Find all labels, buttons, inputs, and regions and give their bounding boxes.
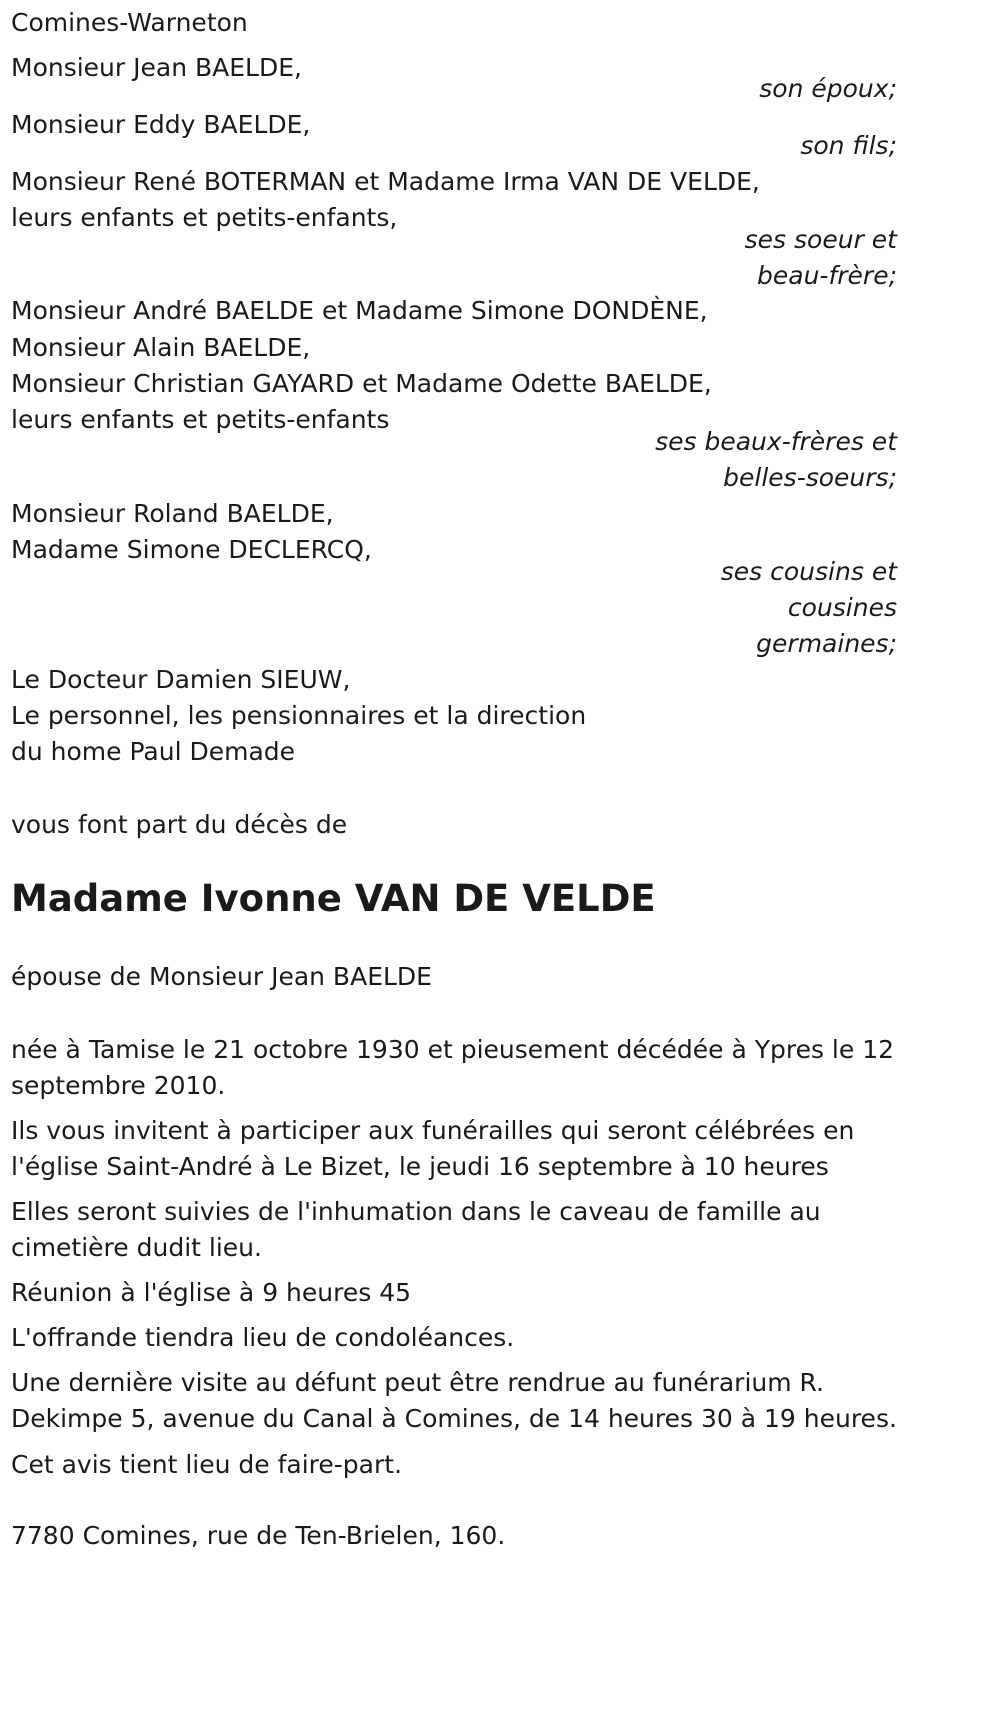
relation-cousins-3: germaines;: [756, 629, 897, 658]
family-line-son: Monsieur Eddy BAELDE,: [11, 110, 311, 139]
meeting-text: Réunion à l'église à 9 heures 45: [11, 1278, 412, 1307]
visit-line-1: Une dernière visite au défunt peut être rendrue au funérarium R.: [11, 1368, 824, 1397]
family-line-others-3: du home Paul Demade: [11, 737, 296, 766]
relation-son: son fils;: [800, 131, 897, 160]
funeral-line-2: l'église Saint-André à Le Bizet, le jeudi 16 septembre à 10 heures: [11, 1152, 829, 1181]
family-line-inlaws-2: Monsieur Alain BAELDE,: [11, 333, 311, 362]
relation-husband: son époux;: [759, 74, 897, 103]
family-line-inlaws-3: Monsieur Christian GAYARD et Madame Odette BAELDE,: [11, 369, 712, 398]
relation-cousins-2: cousines: [787, 593, 897, 622]
family-line-siblings-2: leurs enfants et petits-enfants,: [11, 203, 398, 232]
family-line-cousins-1: Monsieur Roland BAELDE,: [11, 499, 334, 528]
family-line-cousins-2: Madame Simone DECLERCQ,: [11, 535, 372, 564]
burial-line-1: Elles seront suivies de l'inhumation dans le caveau de famille au: [11, 1197, 821, 1226]
family-line-inlaws-4: leurs enfants et petits-enfants: [11, 405, 390, 434]
address-text: 7780 Comines, rue de Ten-Brielen, 160.: [11, 1521, 506, 1550]
spouse-of-text: épouse de Monsieur Jean BAELDE: [11, 962, 432, 991]
family-line-others-2: Le personnel, les pensionnaires et la direction: [11, 701, 587, 730]
birth-death-line-2: septembre 2010.: [11, 1071, 226, 1100]
relation-inlaws-1: ses beaux-frères et: [655, 427, 897, 456]
announcement-text: vous font part du décès de: [11, 810, 348, 839]
burial-line-2: cimetière dudit lieu.: [11, 1233, 262, 1262]
family-line-inlaws-1: Monsieur André BAELDE et Madame Simone DONDÈNE,: [11, 296, 708, 325]
visit-line-2: Dekimpe 5, avenue du Canal à Comines, de 14 heures 30 à 19 heures.: [11, 1404, 897, 1433]
offering-text: L'offrande tiendra lieu de condoléances.: [11, 1323, 515, 1352]
relation-inlaws-2: belles-soeurs;: [723, 463, 897, 492]
family-line-others-1: Le Docteur Damien SIEUW,: [11, 665, 351, 694]
family-line-husband: Monsieur Jean BAELDE,: [11, 53, 302, 82]
funeral-line-1: Ils vous invitent à participer aux funérailles qui seront célébrées en: [11, 1116, 855, 1145]
birth-death-line-1: née à Tamise le 21 octobre 1930 et pieusement décédée à Ypres le 12: [11, 1035, 895, 1064]
relation-cousins-1: ses cousins et: [720, 557, 897, 586]
family-line-siblings-1: Monsieur René BOTERMAN et Madame Irma VAN DE VELDE,: [11, 167, 760, 196]
notice-text: Cet avis tient lieu de faire-part.: [11, 1450, 403, 1479]
relation-siblings-1: ses soeur et: [744, 225, 897, 254]
relation-siblings-2: beau-frère;: [757, 261, 897, 290]
location-heading: Comines-Warneton: [11, 8, 248, 37]
deceased-name: Madame Ivonne VAN DE VELDE: [11, 877, 656, 920]
